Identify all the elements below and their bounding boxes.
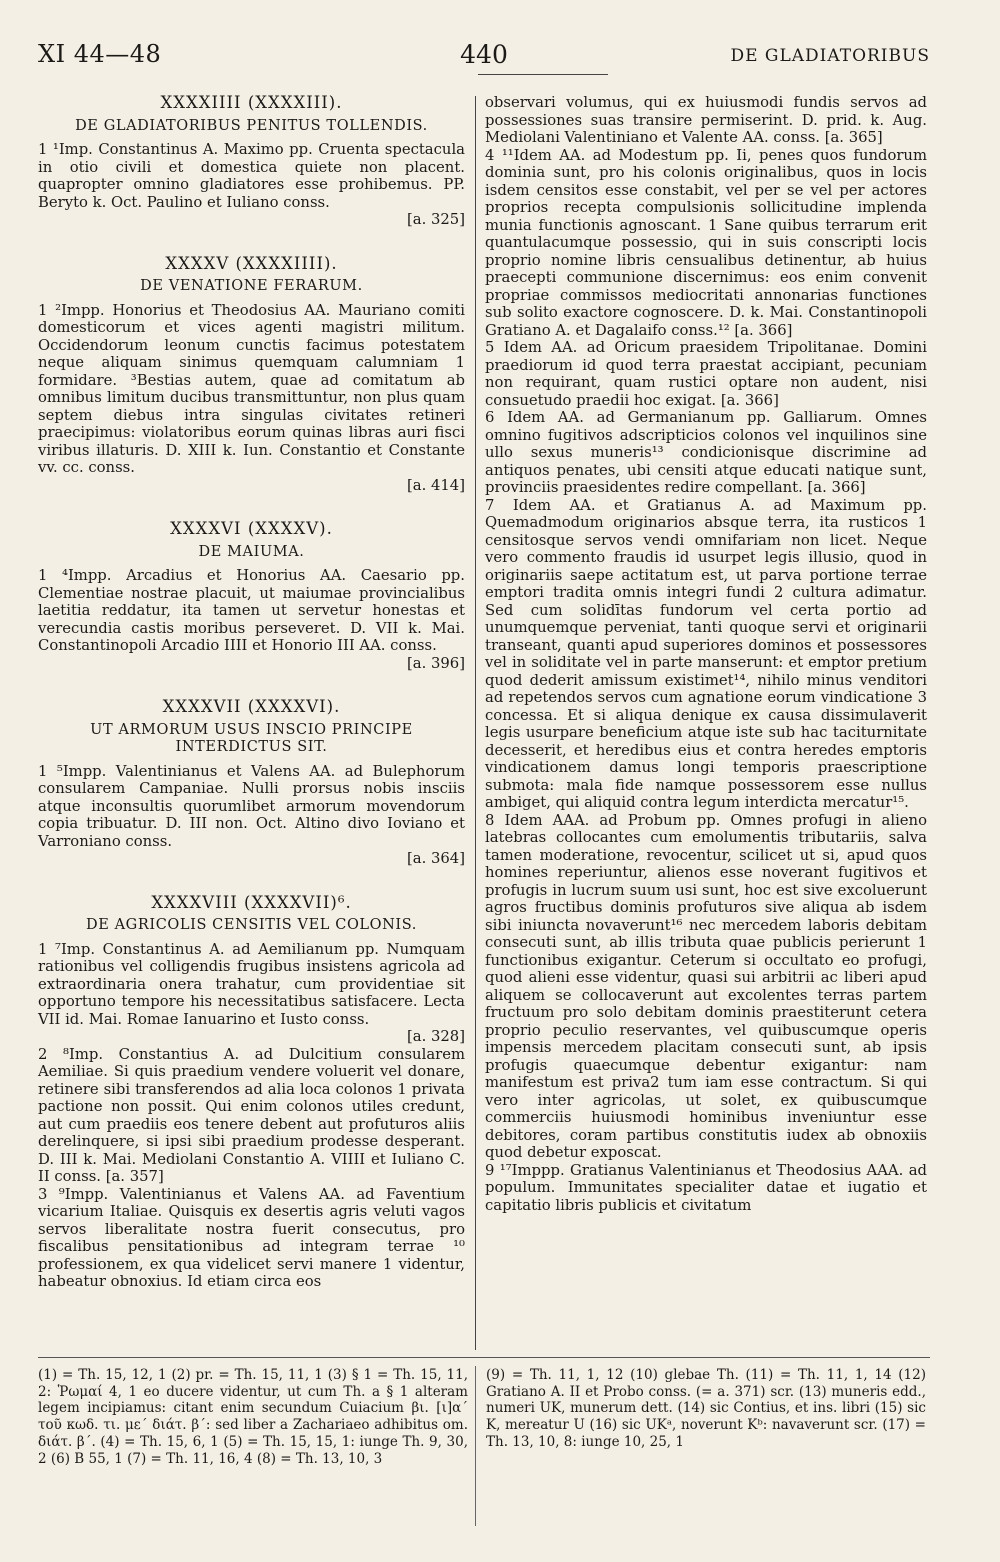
section-title: XXXXV (XXXXIIII). <box>165 253 338 273</box>
right-column <box>485 94 927 1214</box>
law-text: 3 ⁹Impp. Valentinianus et Valens AA. ad Faventium vicarium Italiae. Quisquis ex desertis agris veluti vagos servos liberalitate nostra fuerit consecutus, pro fiscalibus pensitationibus ad integram terrae ¹⁰ professionem, ex qua videlicet servi manere 1 videntur, habeatur obnoxius. Id etiam circa eos <box>38 1185 465 1290</box>
law-text: 6 Idem AA. ad Germanianum pp. Galliarum. Omnes omnino fugitivos adscripticios colonos vel inquilinos sine ullo sexus muneris¹³ condicionisque discrimine ad antiquos penates, ubi censiti atque educati natique sunt, provinciis praesidentes redire compellant. [a. 366] <box>485 409 927 496</box>
section-title: XXXXIIII (XXXXIII). <box>160 93 343 112</box>
law-text: 1 ⁷Imp. Constantinus A. ad Aemilianum pp. Numquam rationibus vel colligendis frugibus insistens agricola ad extraordinaria onera trahatur, cum providentiae sit opportuno tempore his necessitatibus satisfacere. Lecta VII id. Mai. Romae Ianuarino et Iusto conss. <box>38 940 465 1028</box>
header-running-title: DE GLADIATORIBUS <box>730 46 930 66</box>
law-text: 1 ⁴Impp. Arcadius et Honorius AA. Caesario pp. Clementiae nostrae placuit, ut maiumae provincialibus laetitia reddatur, ita tamen ut servetur honestas et verecundia castis moribus perseveret. D. VII k. Mai. Constantinopoli Arcadio IIII et Honorio III AA. conss. <box>38 567 465 654</box>
footnote-rule <box>38 1357 930 1358</box>
law-date: [a. 364] <box>406 850 465 867</box>
section-subtitle: DE AGRICOLIS CENSITIS VEL COLONIS. <box>85 917 417 933</box>
law-text: 4 ¹¹Idem AA. ad Modestum pp. Ii, penes quos fundorum dominia sunt, pro his colonis originalibus, quos in locis isdem censitos esse constabit, vel per se vel per actores proprios recepta compulsionis sollicitudine implenda munia functionis agnoscant. 1 Sane quibus terrarum erit quantulacumque possessio, qui in suis conscripti locis proprio nomine libris censualibus detinentur, ab huius praecepti communione discernimus: eos enim convenit propriae commissos mediocritati annonarias functiones sub solito exactore cognoscere. D. k. Mai. Constantinopoli Gratiano A. et Dagalaifo conss.¹² [a. 366] <box>485 146 927 339</box>
law-text: 9 ¹⁷Imppp. Gratianus Valentinianus et Theodosius AAA. ad populum. Immunitates specialiter datae et iugatio et capitatio libris publicis et civitatum <box>485 1161 927 1214</box>
section-subtitle: DE GLADIATORIBUS PENITUS TOLLENDIS. <box>75 117 428 134</box>
law-text: 5 Idem AA. ad Oricum praesidem Tripolitanae. Domini praediorum id quod terra praestat accipiant, pecuniam non requirant, quam rustici optare non audent, nisi consuetudo praedii hoc exigat. [a. 366] <box>485 339 927 409</box>
header-rule <box>478 74 608 75</box>
running-header <box>38 40 930 80</box>
column-divider <box>475 96 476 1350</box>
section-subtitle: DE VENATIONE FERARUM. <box>140 278 363 294</box>
section-title: XXXXVI (XXXXV). <box>170 519 333 538</box>
law-date: [a. 328] <box>406 1028 465 1045</box>
law-date: [a. 325] <box>406 211 465 228</box>
left-column <box>38 94 465 1291</box>
law-text: observari volumus, qui ex huiusmodi fundis servos ad possessiones suas transire permiserint. D. prid. k. Aug. Mediolani Valentiniano et Valente AA. conss. [a. 365] <box>485 94 927 146</box>
section-title: XXXXVII (XXXXVI). <box>162 697 341 716</box>
law-text: 7 Idem AA. et Gratianus A. ad Maximum pp. Quemadmodum originarios absque terra, ita rusticos 1 censitosque servos vendi omnifariam non licet. Neque vero commento fraudis id usurpet legis illusio, quod in originariis saepe actitatum est, ut parva portione terrae emptori tradita omnis integri fundi 2 cultura adimatur. Sed cum solidītas fundorum vel certa portio ad unumquemque perveniat, tanti quoque servi et originarii transeant, quanti apud superiores dominos et possessores vel in soliditate vel in parte manserunt: et emptor pretium quod dederit amissum existimet¹⁴, nihilo minus venditori ad repetendos servos cum agnatione eorum vindicatione 3 concessa. Et si aliqua denique ex causa dissimulaverit legis usurpare beneficium atque iste sub hac taciturnitate decesserit, et heredibus eius et contra heredes emptoris vindicationem damus longi temporis praescriptione submota: mala fide namque possessorem esse nullus ambiget, qui aliquid contra legum interdicta mercatur¹⁵. <box>485 496 927 811</box>
section-subtitle: DE MAIUMA. <box>198 543 305 560</box>
page-number: 440 <box>460 40 508 69</box>
law-date: [a. 396] <box>406 654 465 672</box>
law-text: 1 ¹Imp. Constantinus A. Maximo pp. Cruenta spectacula in otio civili et domestica quiete non placent. quapropter omnino gladiatores esse prohibemus. PP. Beryto k. Oct. Paulino et Iuliano conss. <box>38 141 465 211</box>
section-subtitle: UT ARMORUM USUS INSCIO PRINCIPE INTERDICTUS SIT. <box>90 721 413 755</box>
law-text: 8 Idem AAA. ad Probum pp. Omnes profugi in alieno latebras collocantes cum emolumentis tributariis, salva tamen moderatione, revocentur, scilicet ut si, apud quos homines reperiuntur, alienos esse noverant fugitivos et profugis in lucrum suum usi sunt, hoc est sive excoluerunt agros fructibus dominis profuturos sive aliqua ab isdem sibi iniuncta novaverunt¹⁶ nec mercedem laboris debitam consecuti sunt, ab illis tributa quae publicis perierunt 1 functionibus exigantur. Ceterum si occultato eo profugi, quod alieni esse videntur, quasi sui arbitrii ac liberi apud aliquem se collocaverunt aut excolentes terras partem fructuum pro solo debitam dominis praestiterunt cetera proprio peculio reservantes, vel quibuscumque operis impensis mercedem placitam consecuti sunt, ab ipsis profugis quaecumque debentur exigantur: nam manifestum est priva2 tum iam esse contractum. Si qui vero inter agricolas, ut solet, ex quibuscumque commerciis huiusmodi hominibus inveniuntur esse debitores, coram partibus constitutis iudex ab obnoxiis quod debetur exposcat. <box>485 811 927 1161</box>
footnote-divider <box>475 1366 476 1526</box>
header-section-reference: XI 44—48 <box>38 40 162 68</box>
law-text: 2 ⁸Imp. Constantius A. ad Dulcitium consularem Aemiliae. Si quis praedium vendere voluerit vel donare, retinere sibi transferendos ad alia loca colonos 1 privata pactione non possit. Qui enim colonos utiles credunt, aut cum praediis eos tenere debent aut profuturos aliis derelinquere, si ipsi sibi praedium prodesse desperant. D. III k. Mai. Mediolani Constantio A. VIIII et Iuliano C. II conss. [a. 357] <box>38 1045 465 1185</box>
footnotes-right: (9) = Th. 11, 1, 12 (10) glebae Th. (11) = Th. 11, 1, 14 (12) Gratiano A. II et Probo conss. (= a. 371) scr. (13) muneris edd., numeri UK, munerum dett. (14) sic Contius, et ins. libri (15) sic K, mereatur U (16) sic UKᵃ, noverunt Kᵇ: navaverunt scr. (17) = Th. 13, 10, 8: iunge 10, 25, 1 <box>486 1367 926 1450</box>
law-date: [a. 414] <box>406 476 465 494</box>
law-text: 1 ²Impp. Honorius et Theodosius AA. Mauriano comiti domesticorum et vices agenti magistri militum. Occidendorum leonum cunctis facimus potestatem neque aliquam sinimus quemquam calumniam 1 formidare. ³Bestias autem, quae ad comitatum ab omnibus limitum ducibus transmittuntur, non plus quam septem diebus intra singulas civitates retineri praecipimus: violatoribus eorum quinas libras auri fisci viribus illaturis. D. XIII k. Iun. Constantio et Constante vv. cc. conss. <box>38 301 465 476</box>
footnotes-left: (1) = Th. 15, 12, 1 (2) pr. = Th. 15, 11, 1 (3) § 1 = Th. 15, 11, 2: Ῥωμαί 4, 1 eo ducere videntur, ut cum Th. a § 1 alteram legem incipiamus: citant enim secundum Cuiacium βι. [ι]α΄ τοῦ κωδ. τι. με΄ διάτ. β΄: sed liber a Zachariaeo adhibitus om. διάτ. β΄. (4) = Th. 15, 6, 1 (5) = Th. 15, 15, 1: iunge Th. 9, 30, 2 (6) B 55, 1 (7) = Th. 11, 16, 4 (8) = Th. 13, 10, 3 <box>38 1367 468 1467</box>
section-title: XXXXVIII (XXXXVII)⁶. <box>151 892 352 912</box>
law-text: 1 ⁵Impp. Valentinianus et Valens AA. ad Bulephorum consularem Campaniae. Nulli prorsus nobis insciis atque inconsultis quorumlibet armorum movendorum copia tribuatur. D. III non. Oct. Altino divo Ioviano et Varroniano conss. <box>38 762 465 850</box>
